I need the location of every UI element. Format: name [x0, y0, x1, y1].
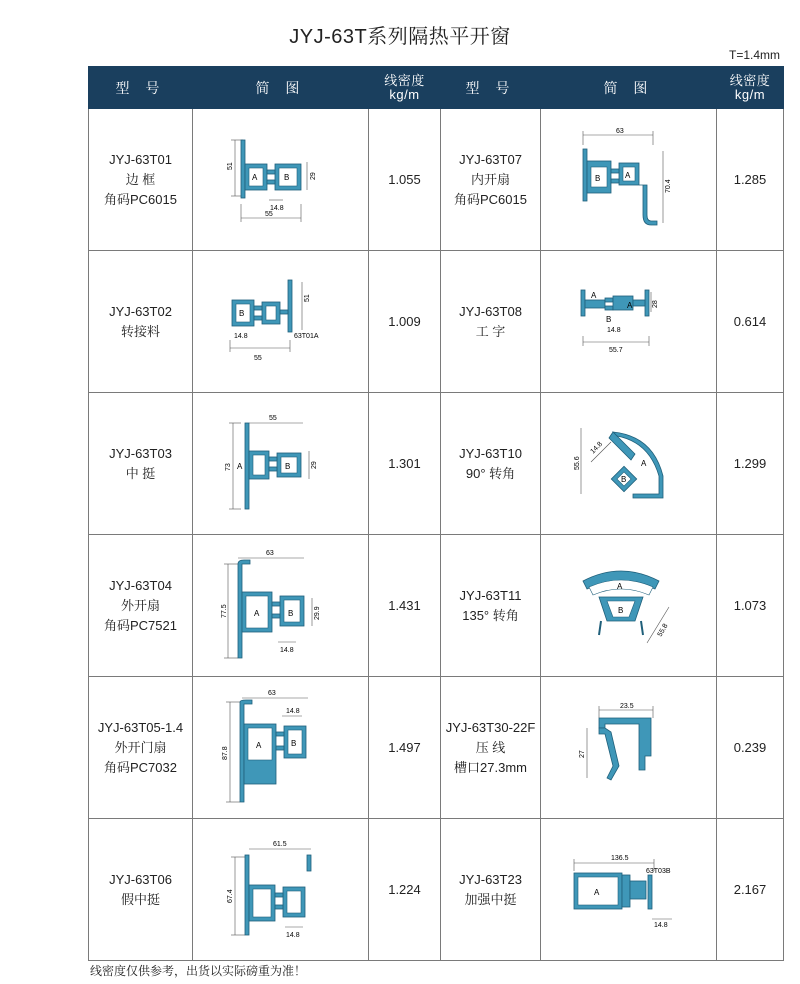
chamber-label: B — [620, 474, 626, 484]
chamber-label: B — [594, 173, 600, 183]
dim-label: 70.4 — [664, 178, 672, 193]
chamber-label: B — [290, 738, 296, 748]
model-cell: JYJ-63T02 转接料 — [89, 251, 193, 393]
model-cell: JYJ-63T23 加强中挺 — [441, 819, 541, 961]
wall-thickness-note: T=1.4mm — [728, 48, 780, 62]
dim-label: 55 — [268, 414, 277, 422]
page-title: JYJ-63T系列隔热平开窗 — [289, 26, 511, 48]
profile-drawing-jyj-63t03 — [221, 409, 341, 519]
model-cell: JYJ-63T07 内开扇 角码PC6015 — [441, 109, 541, 251]
dim-label: 55 — [264, 210, 273, 218]
chamber-label: A — [626, 300, 632, 310]
density-value: 1.073 — [717, 535, 784, 677]
table-row — [89, 677, 784, 819]
density-value: 2.167 — [717, 819, 784, 961]
density-value: 1.301 — [369, 393, 441, 535]
dim-label: 77.5 — [220, 603, 228, 618]
chamber-label: A — [640, 458, 646, 468]
dim-label: 63 — [615, 127, 624, 135]
dim-label: 14.8 — [285, 707, 300, 715]
model-cell: JYJ-63T30-22F 压 线 槽口27.3mm — [441, 677, 541, 819]
profile-drawing-cell — [541, 251, 717, 393]
profile-drawing-jyj-63t08 — [569, 282, 689, 362]
model-cell: JYJ-63T10 90° 转角 — [441, 393, 541, 535]
header-figure: 简 图 — [193, 67, 369, 109]
footnote: 线密度仅供参考，出货以实际磅重为准！ — [90, 964, 307, 978]
profile-drawing-cell — [193, 535, 369, 677]
dim-label: 51 — [226, 161, 234, 170]
chamber-label: A — [253, 608, 259, 618]
profile-drawing-jyj-63t10 — [569, 414, 689, 514]
profile-drawing-jyj-63t06 — [221, 835, 341, 945]
chamber-label: A — [624, 170, 630, 180]
dim-label: 55.7 — [608, 346, 623, 354]
dim-label: 14.8 — [606, 326, 621, 334]
dim-label: 63 — [265, 549, 274, 557]
dim-label: 73 — [224, 462, 232, 471]
dim-label: 55.8 — [656, 622, 670, 638]
table-row — [89, 819, 784, 961]
profile-drawing-jyj-63t07 — [569, 125, 689, 235]
profile-drawing-cell — [541, 535, 717, 677]
chamber-label: B — [287, 608, 293, 618]
chamber-label: B — [238, 308, 244, 318]
dim-label: 51 — [303, 293, 311, 302]
chamber-label: A — [236, 461, 242, 471]
profile-drawing-cell — [541, 819, 717, 961]
chamber-label: A — [255, 740, 261, 750]
table-header-row — [89, 67, 784, 109]
dim-label: 14.8 — [279, 646, 294, 654]
profile-drawing-jyj-63t01 — [221, 134, 341, 226]
dim-label: 14.8 — [233, 332, 248, 340]
profile-drawing-cell — [541, 677, 717, 819]
header-density: 线密度 kg/m — [717, 67, 784, 109]
header-model: 型 号 — [89, 67, 193, 109]
dim-label: 14.8 — [269, 204, 284, 212]
profile-drawing-jyj-63t05 — [216, 688, 346, 808]
model-cell: JYJ-63T08 工 字 — [441, 251, 541, 393]
model-cell: JYJ-63T06 假中挺 — [89, 819, 193, 961]
density-value: 1.285 — [717, 109, 784, 251]
dim-label: 63 — [267, 689, 276, 697]
profile-drawing-jyj-63t11 — [569, 551, 689, 661]
profile-drawing-cell — [193, 819, 369, 961]
dim-label: 63T01A — [293, 332, 319, 340]
dim-label: 23.5 — [619, 702, 634, 710]
dim-label: 29.9 — [313, 605, 321, 620]
chamber-label: A — [616, 581, 622, 591]
chamber-label: A — [251, 172, 257, 182]
profile-drawing-cell — [193, 677, 369, 819]
dim-label: 61.5 — [272, 840, 287, 848]
dim-label: 29 — [310, 460, 318, 469]
dim-label: 67.4 — [226, 888, 234, 903]
density-value: 1.009 — [369, 251, 441, 393]
density-value: 1.431 — [369, 535, 441, 677]
header-figure: 简 图 — [541, 67, 717, 109]
dim-label: 87.8 — [221, 745, 229, 760]
density-value: 1.299 — [717, 393, 784, 535]
table-row — [89, 109, 784, 251]
profile-drawing-jyj-63t02 — [216, 276, 346, 368]
dim-label: 14.8 — [653, 921, 668, 929]
chamber-label: A — [593, 887, 599, 897]
table-row — [89, 393, 784, 535]
profile-drawing-cell — [193, 109, 369, 251]
density-value: 1.055 — [369, 109, 441, 251]
chamber-label: B — [605, 314, 611, 324]
profile-drawing-cell — [193, 393, 369, 535]
density-value: 0.239 — [717, 677, 784, 819]
dim-label: 29 — [309, 171, 317, 180]
chamber-label: A — [590, 290, 596, 300]
model-cell: JYJ-63T11 135° 转角 — [441, 535, 541, 677]
header-density: 线密度 kg/m — [369, 67, 441, 109]
model-cell: JYJ-63T04 外开扇 角码PC7521 — [89, 535, 193, 677]
profile-drawing-cell — [541, 393, 717, 535]
header-model: 型 号 — [441, 67, 541, 109]
dim-label: 55 — [253, 354, 262, 362]
density-value: 1.224 — [369, 819, 441, 961]
dim-label: 63T03B — [645, 867, 671, 875]
table-row — [89, 535, 784, 677]
profile-drawing-jyj-63t04 — [216, 546, 346, 666]
dim-label: 136.5 — [610, 854, 629, 862]
dim-label: 55.6 — [573, 455, 581, 470]
dim-label: 28 — [651, 299, 659, 308]
profile-spec-table — [88, 66, 784, 961]
model-cell: JYJ-63T05-1.4 外开门扇 角码PC7032 — [89, 677, 193, 819]
chamber-label: B — [284, 461, 290, 471]
dim-label: 14.8 — [285, 931, 300, 939]
profile-drawing-cell — [193, 251, 369, 393]
dim-label: 27 — [578, 749, 586, 758]
model-cell: JYJ-63T03 中 挺 — [89, 393, 193, 535]
profile-drawing-jyj-63t23 — [564, 845, 694, 935]
chamber-label: B — [617, 605, 623, 615]
density-value: 1.497 — [369, 677, 441, 819]
profile-drawing-cell — [541, 109, 717, 251]
table-row — [89, 251, 784, 393]
model-cell: JYJ-63T01 边 框 角码PC6015 — [89, 109, 193, 251]
dim-label: 14.8 — [588, 440, 604, 455]
chamber-label: B — [283, 172, 289, 182]
density-value: 0.614 — [717, 251, 784, 393]
profile-drawing-jyj-63t30-22f — [569, 698, 689, 798]
